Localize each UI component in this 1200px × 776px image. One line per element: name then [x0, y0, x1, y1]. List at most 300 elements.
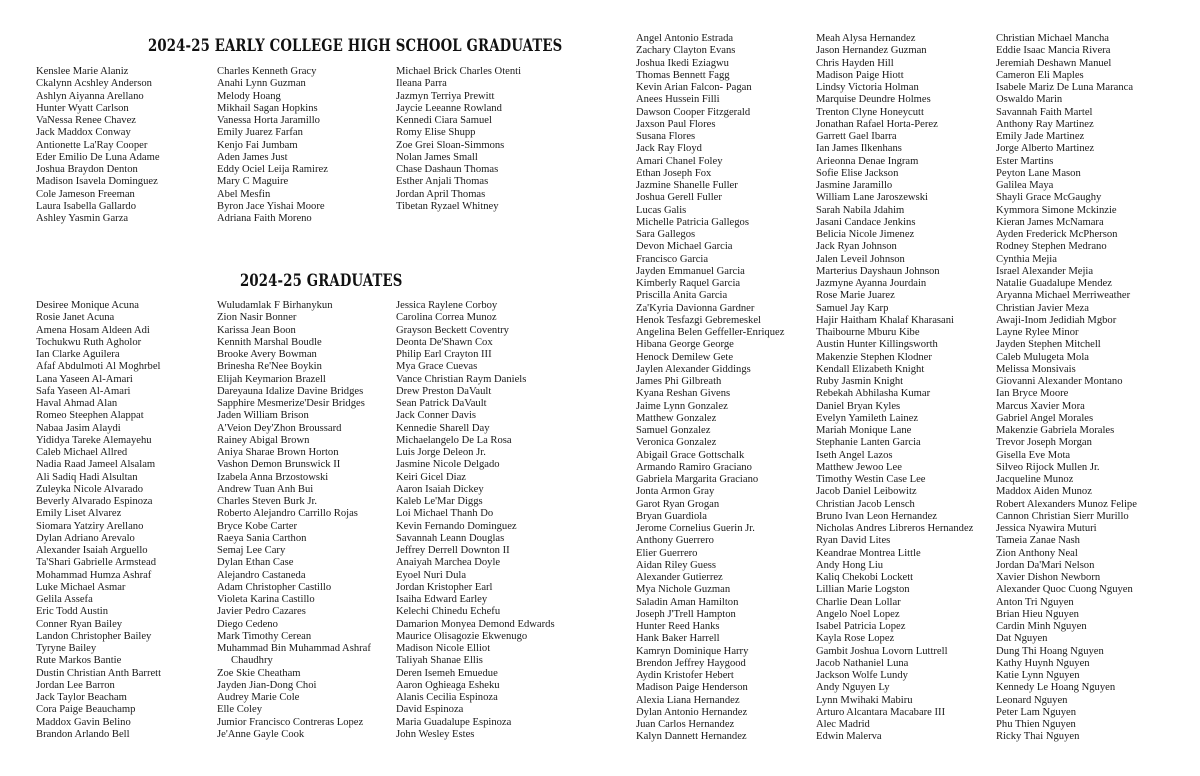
graduate-name: Emily Jade Martinez [996, 131, 1085, 142]
graduate-name: Silveo Rijock Mullen Jr. [996, 461, 1100, 473]
graduate-name: Safa Yaseen Al-Amari [36, 385, 131, 397]
graduate-name: Jacob Nathaniel Luna [816, 657, 909, 669]
graduate-name: Jack Ryan Johnson [816, 241, 897, 253]
graduate-name: Cynthia Mejia [996, 253, 1057, 265]
graduate-name: Mikhail Sagan Hopkins [217, 102, 318, 114]
graduate-name: Nolan James Small [396, 151, 478, 163]
graduate-name: Kenslee Marie Alaniz [36, 66, 129, 77]
graduate-name: Charles Kenneth Gracy [217, 66, 317, 77]
graduate-name: Cameron Eli Maples [996, 69, 1084, 81]
graduate-name: Francisco Garcia [636, 253, 709, 265]
graduate-name: Shayli Grace McGaughy [996, 192, 1102, 204]
graduate-name: A'Veion Dey'Zhon Broussard [217, 422, 342, 434]
graduate-name: Anthony Guerrero [636, 535, 714, 547]
graduate-name: Susana Flores [636, 131, 696, 142]
graduate-name: Kennedi Ciara Samuel [396, 115, 492, 126]
graduate-name: Robert Alexanders Munoz Felipe [996, 498, 1137, 510]
graduate-name: Landon Christopher Bailey [36, 630, 152, 642]
graduate-name: Kaleb Le'Mar Diggs [396, 496, 483, 507]
graduate-name: Zion Anthony Neal [996, 547, 1078, 559]
graduate-name: Jacqueline Munoz [996, 474, 1074, 485]
early-college-title: 2024-25 EARLY COLLEGE HIGH SCHOOL GRADUATES [148, 36, 563, 56]
graduate-name: Andrew Tuan Anh Bui [217, 483, 314, 495]
graduate-name: James Phi Gilbreath [636, 376, 722, 387]
graduate-name: Abigail Grace Gottschalk [636, 449, 745, 461]
graduate-name: Anahi Lynn Guzman [217, 78, 306, 90]
graduate-name: Brinesha Re'Nee Boykin [217, 361, 322, 373]
graduate-name: Angelo Noel Lopez [816, 608, 900, 620]
graduate-name: Alexia Liana Hernandez [636, 694, 740, 706]
graduate-name: Luke Michael Asmar [36, 581, 126, 593]
graduate-name: Stephanie Lanten Garcia [816, 437, 921, 449]
graduate-name: Thomas Bennett Fagg [636, 69, 730, 81]
graduate-name: Luis Jorge Deleon Jr. [396, 447, 486, 458]
graduate-name: Joshua Ikedi Eziagwu [636, 57, 729, 69]
graduate-name: Aidan Riley Guess [636, 559, 717, 571]
graduate-name: Galilea Maya [996, 180, 1054, 191]
graduate-name: Mya Nichole Guzman [636, 584, 731, 596]
graduate-name: Nadia Raad Jameel Alsalam [36, 459, 156, 471]
graduate-name: Kenjo Fai Jumbam [217, 139, 298, 151]
graduate-name: Savannah Faith Martel [996, 106, 1093, 118]
graduate-name: Samuel Jay Karp [816, 302, 889, 314]
graduate-name: Jaxson Paul Flores [636, 118, 716, 130]
graduate-name: Byron Jace Yishai Moore [217, 200, 325, 212]
graduate-name: Loi Michael Thanh Do [396, 508, 494, 520]
graduate-name: Jessica Raylene Corboy [396, 300, 498, 311]
graduate-name: Jordan April Thomas [396, 188, 486, 200]
graduate-name: Hunter Reed Hanks [636, 621, 720, 632]
graduate-name: Antionette La'Ray Cooper [36, 139, 148, 151]
graduate-name: Joshua Braydon Denton [36, 164, 138, 175]
graduate-name: Lucas Galis [636, 204, 687, 216]
graduate-name: Emily Juarez Farfan [217, 127, 303, 139]
graduate-name: Jaden William Brison [217, 410, 309, 422]
graduate-name: Jayden Stephen Mitchell [996, 339, 1101, 351]
graduate-name: Nabaa Jasim Alaydi [36, 422, 121, 434]
graduate-name: Romy Elise Shupp [396, 127, 476, 139]
early-college-column-1 [36, 66, 211, 225]
graduate-name: Jasani Candace Jenkins [816, 216, 916, 228]
graduate-name: Dylan Adriano Arevalo [36, 532, 135, 544]
graduate-name: Juan Carlos Hernandez [636, 719, 735, 730]
graduate-name: Jorge Alberto Martinez [996, 143, 1095, 155]
graduate-name: Yididya Tareke Alemayehu [36, 434, 152, 446]
graduate-name: Matthew Gonzalez [636, 412, 717, 424]
graduate-name: Maria Guadalupe Espinoza [396, 716, 512, 728]
graduate-name: Ryan David Lites [816, 535, 891, 547]
graduate-name: Alec Madrid [816, 719, 870, 730]
graduate-name: Wuludamlak F Birhanykun [217, 300, 333, 311]
graduate-name: Kaliq Chekobi Lockett [816, 572, 914, 583]
graduate-name: Jessica Nyawira Muturi [996, 523, 1097, 534]
graduate-name: Gelila Assefa [36, 594, 93, 605]
graduate-name: Jordan Lee Barron [36, 679, 115, 691]
graduate-name: Kyana Reshan Givens [636, 388, 731, 400]
graduate-name: Oswaldo Marin [996, 94, 1063, 106]
graduate-name: Evelyn Yamileth Lainez [816, 412, 919, 424]
graduate-name: Angelina Belen Geffeller-Enriquez [636, 327, 785, 338]
graduate-name: Dareyauna Idalize Davine Bridges [217, 385, 364, 397]
graduate-name: Kennedie Sharell Day [396, 422, 490, 434]
graduate-name: Alexander Gutierrez [636, 572, 723, 583]
graduate-name: Madison Paige Henderson [636, 682, 748, 694]
graduate-name: Karissa Jean Boon [217, 324, 296, 336]
graduate-name: Laura Isabella Gallardo [36, 200, 136, 212]
graduate-name: Izabela Anna Brzostowski [217, 471, 329, 483]
graduate-name: Henok Tesfazgi Gebremeskel [636, 314, 761, 326]
graduate-name: Jack Ray Floyd [636, 143, 702, 155]
graduate-name: Peter Lam Nguyen [996, 706, 1077, 718]
graduate-name: Eddie Isaac Mancia Rivera [996, 45, 1111, 57]
graduate-name: Alanis Cecilia Espinoza [396, 692, 498, 703]
graduate-name: Jordan Kristopher Earl [396, 581, 493, 593]
graduate-name: Garot Ryan Grogan [636, 498, 720, 510]
graduate-name: Javier Pedro Cazares [217, 606, 306, 618]
graduate-name: Christian Jacob Lensch [816, 498, 915, 510]
graduate-name: Kevin Fernando Dominguez [396, 520, 517, 532]
graduate-name: Dung Thi Hoang Nguyen [996, 645, 1104, 657]
graduate-name: Brendon Jeffrey Haygood [636, 657, 746, 669]
graduate-name: Thaibourne Mburu Kibe [816, 327, 920, 338]
graduate-name: Eyoel Nuri Dula [396, 569, 467, 581]
graduate-name: Romeo Steephen Alappat [36, 410, 144, 422]
graduate-name: Anaiyah Marchea Doyle [396, 557, 501, 569]
graduate-name: Andy Hong Liu [816, 559, 884, 571]
graduate-name: John Wesley Estes [396, 728, 475, 740]
graduate-name: Ashley Yasmin Garza [36, 213, 129, 224]
graduate-name: Ricky Thai Nguyen [996, 731, 1080, 743]
graduate-name: Kennith Marshal Boudle [217, 336, 322, 348]
graduate-name: Timothy Westin Case Lee [816, 474, 926, 485]
graduate-name: Isaiha Edward Earley [396, 594, 488, 605]
graduate-name: Charlie Dean Lollar [816, 596, 901, 608]
graduate-name: Joshua Gerell Fuller [636, 192, 722, 204]
graduate-name: Caleb Michael Allred [36, 447, 128, 458]
graduate-name: Desiree Monique Acuna [36, 300, 139, 311]
graduate-name: Taliyah Shanae Ellis [396, 655, 483, 667]
graduate-name: Dylan Antonio Hernandez [636, 706, 748, 718]
graduate-name: Adam Christopher Castillo [217, 581, 332, 593]
graduate-name: Jack Taylor Beacham [36, 692, 127, 703]
graduate-name: Cole Jameson Freeman [36, 188, 135, 200]
graduate-name: Maddox Gavin Belino [36, 716, 131, 728]
graduate-name: Jazmyn Terriya Prewitt [396, 90, 495, 102]
graduate-name: Bryan Guardiola [636, 510, 707, 522]
graduate-name: Diego Cedeno [217, 618, 278, 630]
graduate-name: Devon Michael Garcia [636, 241, 733, 253]
graduates-column-5 [816, 33, 991, 744]
graduate-name: Elier Guerrero [636, 547, 698, 559]
graduate-name: Andy Nguyen Ly [816, 682, 890, 694]
graduate-name: Jaycie Leeanne Rowland [396, 102, 502, 114]
graduate-name: Tameia Zanae Nash [996, 535, 1080, 547]
graduate-name: Amari Chanel Foley [636, 155, 723, 167]
graduate-name: Beverly Alvarado Espinoza [36, 496, 153, 507]
graduate-name: Madison Isavela Dominguez [36, 176, 158, 188]
graduate-name: Arieonna Denae Ingram [816, 155, 919, 167]
graduate-name: Lillian Marie Logston [816, 584, 910, 596]
graduate-name: Chris Hayden Hill [816, 57, 894, 69]
graduate-name: Esther Anjali Thomas [396, 176, 489, 188]
graduate-name: Anthony Ray Martinez [996, 118, 1094, 130]
graduate-name: Jeffrey Derrell Downton II [396, 545, 510, 556]
graduate-name: Tyryne Bailey [36, 643, 97, 654]
graduates-column-2 [217, 300, 389, 741]
graduate-name: Jasmine Nicole Delgado [396, 459, 500, 471]
graduate-name: Makenzie Gabriela Morales [996, 425, 1115, 436]
graduate-name: Jazmine Shanelle Fuller [636, 180, 738, 191]
graduate-name: Jonta Armon Gray [636, 486, 715, 498]
graduate-name: Philip Earl Crayton III [396, 349, 492, 360]
graduate-name: Belicia Nicole Jimenez [816, 229, 915, 240]
graduate-name: Mark Timothy Cerean [217, 630, 312, 642]
graduate-name: Samuel Gonzalez [636, 425, 711, 436]
graduate-name: Israel Alexander Mejia [996, 265, 1094, 277]
graduate-name: Sofie Elise Jackson [816, 167, 899, 179]
graduate-name: Jayden Emmanuel Garcia [636, 265, 745, 277]
graduate-name: Raeya Sania Carthon [217, 532, 307, 544]
graduate-name: Elijah Keymarion Brazell [217, 373, 326, 385]
graduate-name: Angel Antonio Estrada [636, 33, 734, 44]
graduate-name: Savannah Leann Douglas [396, 532, 505, 544]
graduate-name: Vance Christian Raym Daniels [396, 373, 527, 385]
graduate-name: Jaylen Alexander Giddings [636, 363, 751, 375]
graduate-name: Zoe Grei Sloan-Simmons [396, 139, 505, 151]
graduate-name: Nicholas Andres Libreros Hernandez [816, 523, 974, 534]
graduate-name: Dawson Cooper Fitzgerald [636, 106, 751, 118]
graduates-column-6 [996, 33, 1196, 744]
graduate-name: Eder Emilio De Luna Adame [36, 151, 160, 163]
graduate-name: Kelechi Chinedu Echefu [396, 606, 501, 618]
graduate-name: Aydin Kristofer Hebert [636, 670, 734, 681]
graduate-name: Aaron Oghieaga Esheku [396, 679, 500, 691]
graduate-name: Lindsy Victoria Holman [816, 82, 919, 93]
early-college-column-2 [217, 66, 392, 225]
graduate-name: Eddy Ociel Leija Ramirez [217, 164, 328, 175]
graduate-name: Peyton Lane Mason [996, 167, 1081, 179]
graduate-name: Daniel Bryan Kyles [816, 400, 901, 412]
graduate-name: David Espinoza [396, 704, 464, 716]
graduate-name: Melissa Monsivais [996, 363, 1076, 375]
graduate-name: Caleb Mulugeta Mola [996, 351, 1089, 363]
graduate-name: Cardin Minh Nguyen [996, 621, 1087, 632]
graduate-name: Jazmyne Ayanna Jourdain [816, 278, 927, 289]
graduate-name: Carolina Correa Munoz [396, 312, 497, 324]
graduate-name: Kayla Rose Lopez [816, 633, 895, 645]
graduate-name: Brooke Avery Bowman [217, 349, 317, 360]
graduate-name: Rose Marie Juarez [816, 290, 895, 302]
graduate-name: Marquise Deundre Holmes [816, 94, 931, 106]
graduate-name: Alexander Quoc Cuong Nguyen [996, 584, 1133, 596]
graduate-name: Jalen Leveil Johnson [816, 253, 905, 265]
graduate-name: Hibana George George [636, 339, 734, 351]
graduate-name: Garrett Gael Ibarra [816, 131, 897, 142]
graduate-name: Rodney Stephen Medrano [996, 241, 1107, 253]
graduate-name: Dylan Ethan Case [217, 557, 294, 569]
graduate-name: Alexander Isaiah Arguello [36, 545, 148, 556]
graduate-name: Grayson Beckett Coventry [396, 324, 509, 336]
graduate-name: Hunter Wyatt Carlson [36, 102, 129, 114]
graduate-name: Kimberly Raquel Garcia [636, 278, 741, 289]
graduate-name: Zion Nasir Bonner [217, 312, 297, 324]
graduate-name: Trevor Joseph Morgan [996, 437, 1092, 449]
graduate-name: Amena Hosam Aldeen Adi [36, 324, 150, 336]
graduate-name: Layne Rylee Minor [996, 327, 1079, 338]
graduate-name: Rute Markos Bantie [36, 655, 122, 667]
graduate-name: Isabel Patricia Lopez [816, 621, 906, 632]
graduate-name: Veronica Gonzalez [636, 437, 717, 449]
graduate-name: Gambit Joshua Lovorn Luttrell [816, 645, 948, 657]
graduate-name: Bryce Kobe Carter [217, 520, 298, 532]
graduate-name: Iseth Angel Lazos [816, 449, 893, 461]
graduate-name: Tibetan Ryzael Whitney [396, 200, 499, 212]
graduate-name: Semaj Lee Cary [217, 545, 286, 556]
graduate-name: Charles Steven Burk Jr. [217, 496, 318, 507]
graduate-name: Edwin Malerva [816, 731, 882, 743]
graduate-name: Jackson Wolfe Lundy [816, 670, 908, 681]
graduate-name: Dustin Christian Anth Barrett [36, 667, 162, 679]
graduate-name: Sarah Nabila Jdahim [816, 204, 905, 216]
graduate-name: Austin Hunter Killingsworth [816, 339, 938, 351]
graduate-name: Aryanna Michael Merriweather [996, 290, 1131, 302]
graduate-name: Jasmine Jaramillo [816, 180, 893, 191]
graduate-name: Maurice Olisagozie Ekwenugo [396, 630, 528, 642]
graduate-name: Meah Alysa Hernandez [816, 33, 916, 44]
graduate-name: Deonta De'Shawn Cox [396, 336, 493, 348]
graduate-name: Jason Hernandez Guzman [816, 45, 927, 57]
graduate-name: Keiri Gicel Diaz [396, 471, 467, 483]
graduate-name: Mohammad Humza Ashraf [36, 569, 152, 581]
graduate-name: Saladin Aman Hamilton [636, 596, 739, 608]
graduate-name: Alejandro Castaneda [217, 569, 306, 581]
graduate-name: Keandrae Montrea Little [816, 547, 921, 559]
graduate-name: Jack Conner Davis [396, 410, 477, 422]
graduate-name: Isabele Mariz De Luna Maranca [996, 82, 1134, 93]
graduate-name: Muhammad Bin Muhammad Ashraf Chaudhry [217, 643, 371, 667]
graduate-name: Natalie Guadalupe Mendez [996, 278, 1112, 289]
graduates-title: 2024-25 GRADUATES [240, 271, 403, 291]
graduate-name: Jayden Jian-Dong Choi [217, 679, 317, 691]
graduate-name: Conner Ryan Bailey [36, 618, 123, 630]
graduate-name: Brian Hieu Nguyen [996, 608, 1079, 620]
graduate-name: Marcus Xavier Mora [996, 400, 1085, 412]
graduate-name: Rosie Janet Acuna [36, 312, 115, 324]
graduate-name: Deren Isemeh Emuedue [396, 667, 498, 679]
graduate-name: William Lane Jaroszewski [816, 192, 928, 204]
graduate-name: Madison Nicole Elliot [396, 643, 491, 654]
graduate-name: Roberto Alejandro Carrillo Rojas [217, 508, 358, 520]
graduate-name: Gabriela Margarita Graciano [636, 474, 759, 485]
graduate-name: Joseph J'Trell Hampton [636, 608, 736, 620]
graduate-name: Katie Lynn Nguyen [996, 670, 1080, 681]
graduate-name: Haval Ahmad Alan [36, 398, 118, 409]
graduate-name: Mya Grace Cuevas [396, 361, 478, 373]
graduate-name: Priscilla Anita Garcia [636, 290, 728, 302]
graduate-name: Kennedy Le Hoang Nguyen [996, 682, 1116, 694]
graduate-name: Jumior Francisco Contreras Lopez [217, 716, 364, 728]
graduate-name: Anton Tri Nguyen [996, 596, 1074, 608]
graduate-name: Jack Maddox Conway [36, 127, 131, 139]
graduate-name: Phu Thien Nguyen [996, 719, 1076, 730]
graduate-name: Hajir Haitham Khalaf Kharasani [816, 314, 954, 326]
graduate-name: Audrey Marie Cole [217, 692, 300, 703]
graduate-name: Vashon Demon Brunswick II [217, 459, 341, 471]
graduate-name: Christian Javier Meza [996, 302, 1089, 314]
graduate-name: Ayden Frederick McPherson [996, 229, 1118, 240]
graduate-name: Lynn Mwihaki Mabiru [816, 694, 913, 706]
graduate-name: Afaf Abdulmoti Al Moghrbel [36, 361, 161, 373]
early-college-column-3 [396, 66, 571, 213]
graduate-name: Ian Bryce Moore [996, 388, 1069, 400]
graduate-name: Madison Paige Hiott [816, 69, 904, 81]
graduate-name: Rainey Abigal Brown [217, 434, 310, 446]
graduate-name: Za'Kyria Davionna Gardner [636, 302, 755, 314]
graduate-name: Awaji-Inom Jedidiah Mgbor [996, 314, 1117, 326]
graduate-name: Adriana Faith Moreno [217, 213, 312, 224]
graduate-name: Sara Gallegos [636, 229, 696, 240]
graduate-name: Ethan Joseph Fox [636, 167, 712, 179]
graduate-name: Drew Preston DaVault [396, 385, 492, 397]
graduate-name: Zuleyka Nicole Alvarado [36, 483, 144, 495]
graduate-name: Jaime Lynn Gonzalez [636, 400, 728, 412]
graduate-name: Jeremiah Deshawn Manuel [996, 57, 1112, 69]
graduate-name: Ashlyn Aiyanna Arellano [36, 90, 144, 102]
graduate-name: Christian Michael Mancha [996, 33, 1109, 44]
graduate-name: Brandon Arlando Bell [36, 728, 130, 740]
graduate-name: Eric Todd Austin [36, 606, 109, 618]
graduate-name: Michaelangelo De La Rosa [396, 434, 512, 446]
graduate-name: Hank Baker Harrell [636, 633, 720, 645]
graduate-name: Dat Nguyen [996, 633, 1048, 645]
graduate-name: Trenton Clyne Honeycutt [816, 106, 924, 118]
graduate-name: Jonathan Rafael Horta-Perez [816, 118, 938, 130]
graduates-column-3 [396, 300, 571, 741]
graduate-name: Armando Ramiro Graciano [636, 461, 752, 473]
graduate-name: Kalyn Dannett Hernandez [636, 731, 747, 743]
graduate-name: Emily Liset Alvarez [36, 508, 122, 520]
graduate-name: Giovanni Alexander Montano [996, 376, 1123, 387]
graduate-name: Makenzie Stephen Klodner [816, 351, 932, 363]
graduate-name: Sean Patrick DaVault [396, 398, 487, 409]
graduate-name: Henock Demilew Gete [636, 351, 734, 363]
graduate-name: Zachary Clayton Evans [636, 45, 736, 57]
graduate-name: Gisella Eve Mota [996, 449, 1071, 461]
graduate-name: Xavier Dishon Newborn [996, 572, 1101, 583]
graduate-name: Violeta Karina Castillo [217, 594, 315, 605]
graduate-name: Cora Paige Beauchamp [36, 704, 136, 716]
graduate-name: Chase Dashaun Thomas [396, 164, 499, 175]
graduate-name: Michelle Patricia Gallegos [636, 216, 749, 228]
graduate-name: Leonard Nguyen [996, 694, 1068, 706]
graduate-name: Damarion Monyea Demond Edwards [396, 618, 555, 630]
graduates-column-1 [36, 300, 211, 741]
graduates-column-4 [636, 33, 811, 744]
graduate-name: Kathy Huynh Nguyen [996, 657, 1090, 669]
graduate-name: Kieran James McNamara [996, 216, 1104, 228]
graduate-name: Ruby Jasmin Knight [816, 376, 904, 387]
graduate-name: Kevin Arian Falcon- Pagan [636, 82, 752, 93]
graduate-name: Arturo Alcantara Macabare III [816, 706, 946, 718]
graduate-name: Matthew Jewoo Lee [816, 461, 902, 473]
graduate-name: Melody Hoang [217, 90, 281, 102]
graduate-name: Michael Brick Charles Otenti [396, 66, 522, 77]
graduate-name: Abel Mesfin [217, 188, 271, 200]
graduate-name: VaNessa Renee Chavez [36, 115, 137, 126]
graduate-name: Lana Yaseen Al-Amari [36, 373, 133, 385]
graduate-name: Mariah Monique Lane [816, 425, 912, 436]
graduate-name: Ester Martins [996, 155, 1054, 167]
